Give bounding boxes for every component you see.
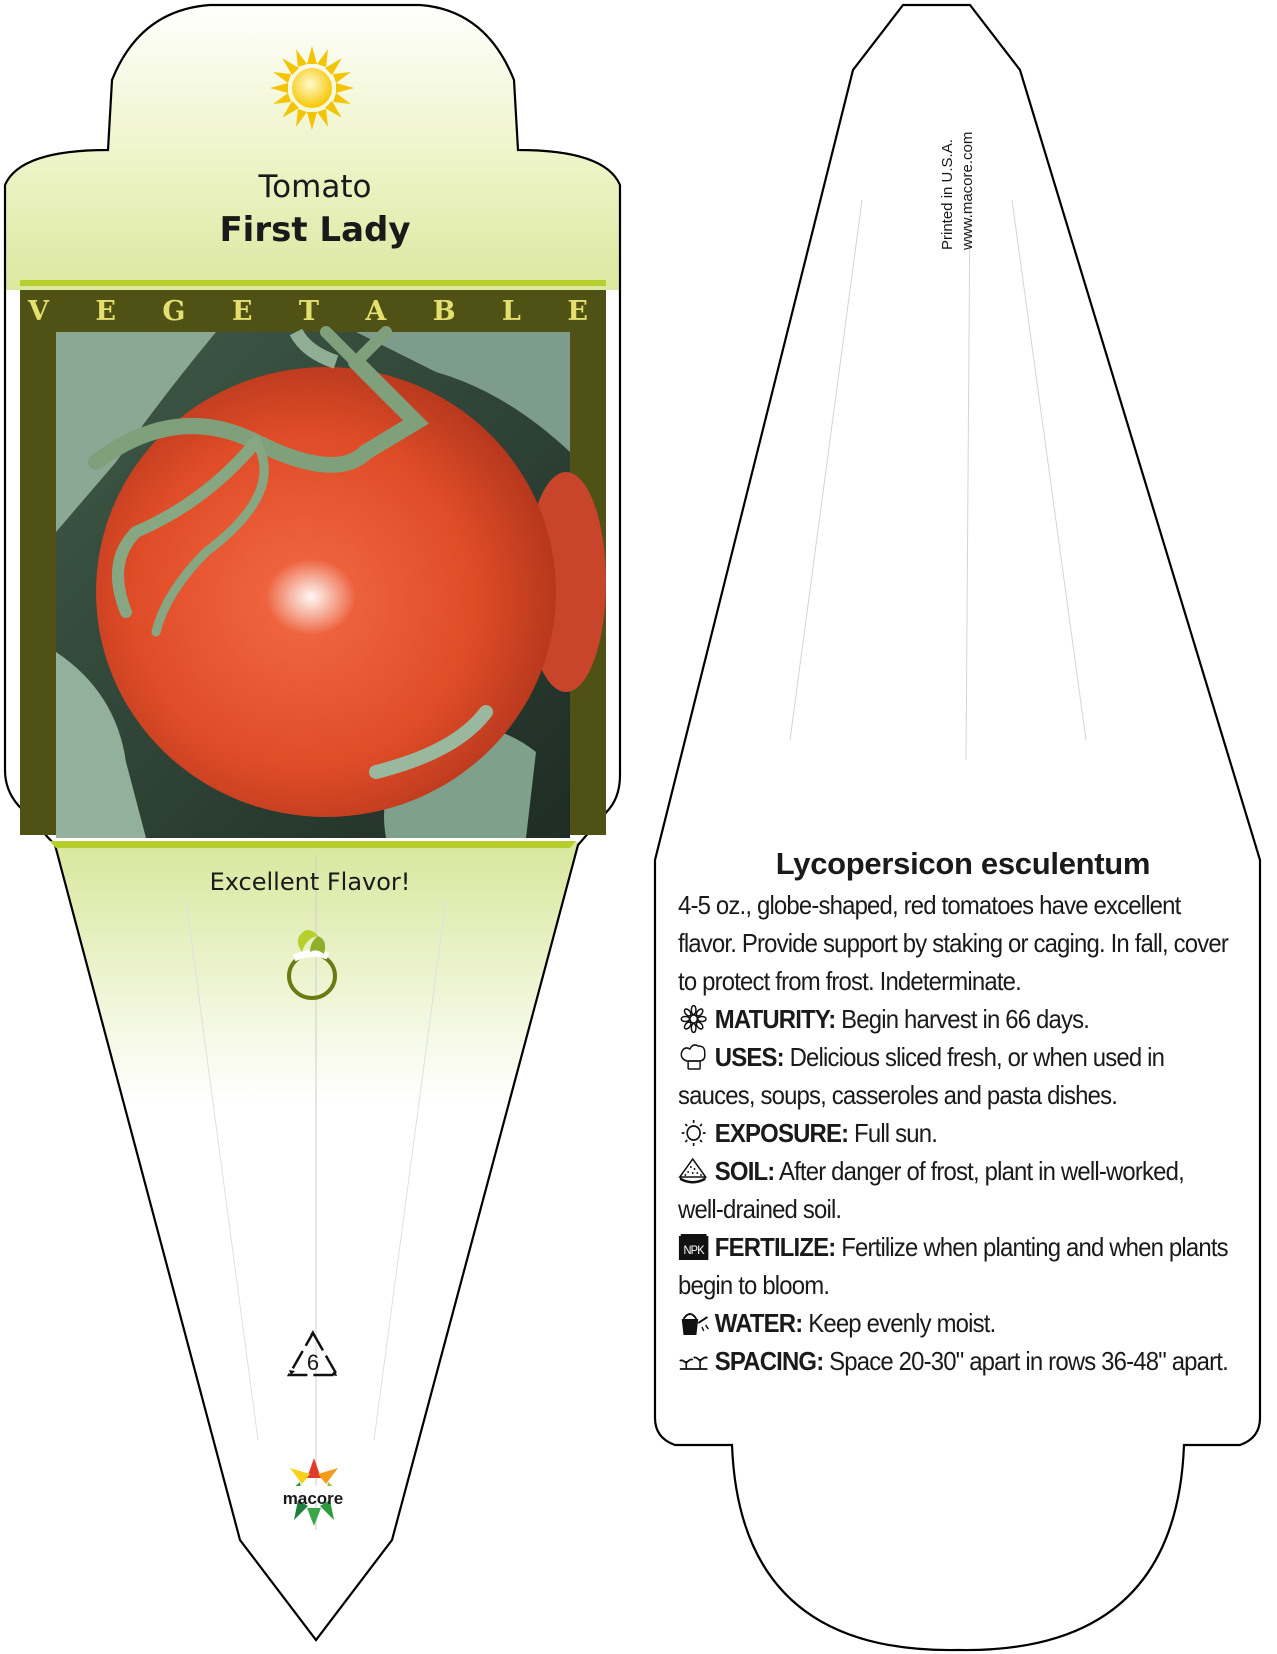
category-letter: T	[298, 296, 319, 327]
attribute-text: Full sun.	[848, 1118, 938, 1148]
category-letter: E	[231, 296, 253, 327]
category-letter: A	[365, 296, 387, 327]
category-letter: V	[28, 296, 49, 327]
attribute-text: Fertilize when planting and when plants begin to bloom.	[678, 1232, 1228, 1300]
attribute-soil	[678, 1152, 1230, 1228]
brand-name: macore	[282, 1489, 344, 1508]
attribute-label: FERTILIZE:	[714, 1232, 836, 1262]
attribute-label: SOIL:	[714, 1156, 775, 1186]
sprout-icon	[284, 928, 340, 1002]
npk-icon	[678, 1233, 709, 1261]
category-letter: E	[567, 296, 588, 327]
npk-text: NPK	[683, 1244, 704, 1258]
plant-name: Tomato	[258, 169, 372, 205]
spacing-icon	[678, 1347, 709, 1375]
chef-hat-icon	[678, 1043, 709, 1071]
attribute-maturity	[678, 1000, 1230, 1038]
category-letter: G	[162, 296, 186, 327]
attribute-text: Space 20-30" apart in rows 36-48" apart.	[823, 1346, 1228, 1376]
description: 4-5 oz., globe-shaped, red tomatoes have excellent flavor. Provide support by staking or caging. In fall, cover to protect from frost. Indeterminate.	[678, 890, 1228, 996]
attribute-label: MATURITY:	[714, 1004, 836, 1034]
sun-icon	[268, 44, 356, 132]
category-letter: E	[95, 296, 116, 327]
tagline: Excellent Flavor!	[209, 868, 411, 896]
website-line: www.macore.com	[959, 131, 976, 250]
attribute-fertilize	[678, 1228, 1230, 1304]
attribute-text: Begin harvest in 66 days.	[835, 1004, 1090, 1034]
attribute-text: After danger of frost, plant in well-worked, well-drained soil.	[678, 1156, 1184, 1224]
attribute-label: EXPOSURE:	[714, 1118, 849, 1148]
attribute-uses	[678, 1038, 1230, 1114]
watering-can-icon	[678, 1309, 709, 1337]
attribute-label: SPACING:	[714, 1346, 824, 1376]
category-letter: B	[432, 296, 456, 327]
flower-icon	[678, 1005, 709, 1033]
sun-exposure-icon	[678, 1119, 709, 1147]
scientific-name: Lycopersicon esculentum	[775, 846, 1151, 881]
attribute-label: WATER:	[714, 1308, 803, 1338]
recycle-code: 6	[306, 1350, 320, 1375]
category-letter: L	[501, 296, 521, 327]
soil-icon	[678, 1157, 709, 1185]
attribute-label: USES:	[714, 1042, 784, 1072]
printed-line: Printed in U.S.A.	[939, 139, 956, 250]
attribute-text: Delicious sliced fresh, or when used in sauces, soups, casseroles and pasta dishes.	[678, 1042, 1165, 1110]
attribute-exposure	[678, 1114, 1230, 1152]
attribute-text: Keep evenly moist.	[802, 1308, 996, 1338]
tomato-photo	[56, 332, 570, 838]
attribute-spacing	[678, 1342, 1230, 1380]
plant-info	[678, 846, 1228, 1380]
printed-in-notice	[938, 60, 978, 250]
attribute-water	[678, 1304, 1230, 1342]
variety-name: First Lady	[219, 210, 411, 250]
category-banner	[28, 296, 588, 330]
